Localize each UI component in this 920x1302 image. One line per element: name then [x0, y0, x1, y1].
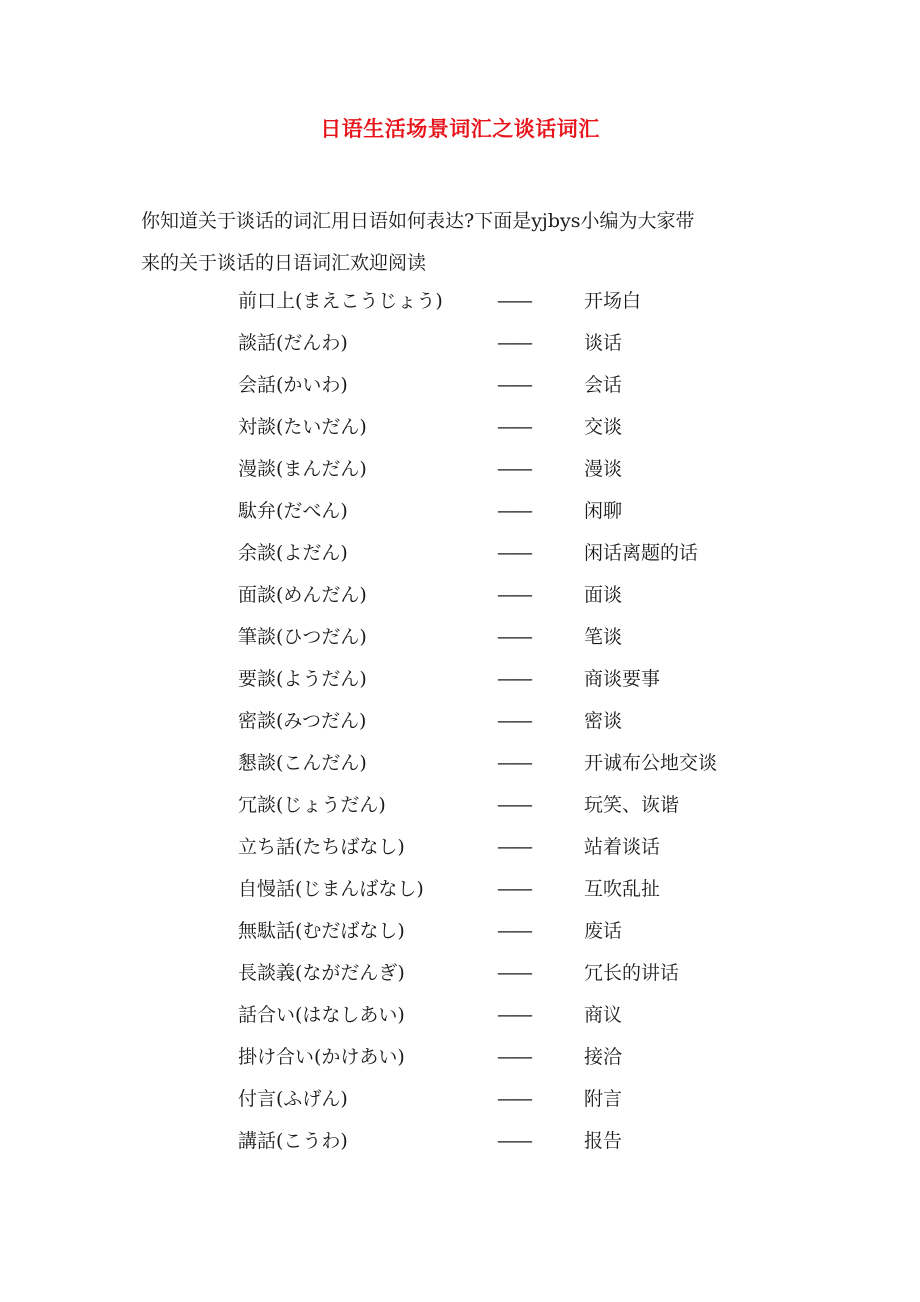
- vocab-dash: ——: [497, 836, 531, 858]
- vocab-row: [0, 574, 920, 616]
- vocab-dash: ——: [497, 710, 531, 732]
- vocab-meaning: 会话: [584, 374, 623, 396]
- vocab-meaning: 闲聊: [584, 500, 623, 522]
- vocab-meaning: 面谈: [584, 584, 623, 606]
- vocab-row: [0, 1120, 920, 1162]
- vocab-row: [0, 700, 920, 742]
- vocab-row: [0, 448, 920, 490]
- vocab-row: [0, 532, 920, 574]
- vocab-term: 掛け合い(かけあい): [238, 1046, 405, 1068]
- vocab-row: [0, 868, 920, 910]
- vocab-term: 談話(だんわ): [238, 332, 348, 354]
- vocab-row: [0, 952, 920, 994]
- vocab-term: 長談義(ながだんぎ): [238, 962, 405, 984]
- vocab-dash: ——: [497, 416, 531, 438]
- vocab-list: [0, 280, 920, 1162]
- intro-line-2: 来的关于谈话的日语词汇欢迎阅读: [141, 252, 427, 274]
- vocab-dash: ——: [497, 542, 531, 564]
- vocab-dash: ——: [497, 1046, 531, 1068]
- vocab-dash: ——: [497, 290, 531, 312]
- vocab-meaning: 报告: [584, 1130, 623, 1152]
- page-title: 日语生活场景词汇之谈话词汇: [320, 116, 600, 141]
- vocab-row: [0, 742, 920, 784]
- vocab-dash: ——: [497, 458, 531, 480]
- vocab-meaning: 密谈: [584, 710, 623, 732]
- vocab-meaning: 接洽: [584, 1046, 623, 1068]
- vocab-term: 会話(かいわ): [238, 374, 348, 396]
- vocab-term: 付言(ふげん): [238, 1088, 348, 1110]
- vocab-row: [0, 784, 920, 826]
- vocab-term: 筆談(ひつだん): [238, 626, 367, 648]
- vocab-dash: ——: [497, 878, 531, 900]
- vocab-row: [0, 406, 920, 448]
- vocab-dash: ——: [497, 1088, 531, 1110]
- vocab-dash: ——: [497, 920, 531, 942]
- intro-line-1: 你知道关于谈话的词汇用日语如何表达?下面是yjbys小编为大家带: [141, 210, 695, 232]
- vocab-meaning: 笔谈: [584, 626, 623, 648]
- vocab-dash: ——: [497, 584, 531, 606]
- vocab-term: 講話(こうわ): [238, 1130, 348, 1152]
- vocab-term: 無駄話(むだばなし): [238, 920, 405, 942]
- vocab-meaning: 商谈要事: [584, 668, 661, 690]
- vocab-dash: ——: [497, 626, 531, 648]
- vocab-term: 余談(よだん): [238, 542, 348, 564]
- vocab-row: [0, 322, 920, 364]
- vocab-row: [0, 1078, 920, 1120]
- vocab-meaning: 附言: [584, 1088, 623, 1110]
- vocab-dash: ——: [497, 1004, 531, 1026]
- vocab-term: 駄弁(だべん): [238, 500, 348, 522]
- vocab-row: [0, 994, 920, 1036]
- vocab-dash: ——: [497, 1130, 531, 1152]
- vocab-meaning: 冗长的讲话: [584, 962, 680, 984]
- vocab-meaning: 废话: [584, 920, 623, 942]
- vocab-term: 要談(ようだん): [238, 668, 367, 690]
- vocab-term: 冗談(じょうだん): [238, 794, 386, 816]
- vocab-row: [0, 910, 920, 952]
- vocab-meaning: 商议: [584, 1004, 623, 1026]
- vocab-term: 密談(みつだん): [238, 710, 367, 732]
- vocab-meaning: 漫谈: [584, 458, 623, 480]
- vocab-dash: ——: [497, 794, 531, 816]
- vocab-row: [0, 490, 920, 532]
- vocab-row: [0, 826, 920, 868]
- vocab-dash: ——: [497, 668, 531, 690]
- vocab-meaning: 谈话: [584, 332, 623, 354]
- vocab-term: 懇談(こんだん): [238, 752, 367, 774]
- vocab-meaning: 闲话离题的话: [584, 542, 699, 564]
- vocab-dash: ——: [497, 962, 531, 984]
- vocab-row: [0, 280, 920, 322]
- vocab-meaning: 开诚布公地交谈: [584, 752, 718, 774]
- vocab-term: 面談(めんだん): [238, 584, 367, 606]
- vocab-term: 自慢話(じまんばなし): [238, 878, 424, 900]
- vocab-meaning: 互吹乱扯: [584, 878, 661, 900]
- vocab-dash: ——: [497, 332, 531, 354]
- vocab-meaning: 交谈: [584, 416, 623, 438]
- vocab-term: 対談(たいだん): [238, 416, 367, 438]
- vocab-term: 話合い(はなしあい): [238, 1004, 405, 1026]
- vocab-term: 前口上(まえこうじょう): [238, 290, 443, 312]
- vocab-dash: ——: [497, 374, 531, 396]
- vocab-meaning: 玩笑、诙谐: [584, 794, 680, 816]
- vocab-row: [0, 658, 920, 700]
- vocab-dash: ——: [497, 500, 531, 522]
- vocab-row: [0, 364, 920, 406]
- vocab-meaning: 站着谈话: [584, 836, 661, 858]
- vocab-term: 漫談(まんだん): [238, 458, 367, 480]
- vocab-row: [0, 616, 920, 658]
- vocab-row: [0, 1036, 920, 1078]
- intro-paragraph: [141, 200, 791, 284]
- vocab-term: 立ち話(たちばなし): [238, 836, 405, 858]
- vocab-meaning: 开场白: [584, 290, 642, 312]
- vocab-dash: ——: [497, 752, 531, 774]
